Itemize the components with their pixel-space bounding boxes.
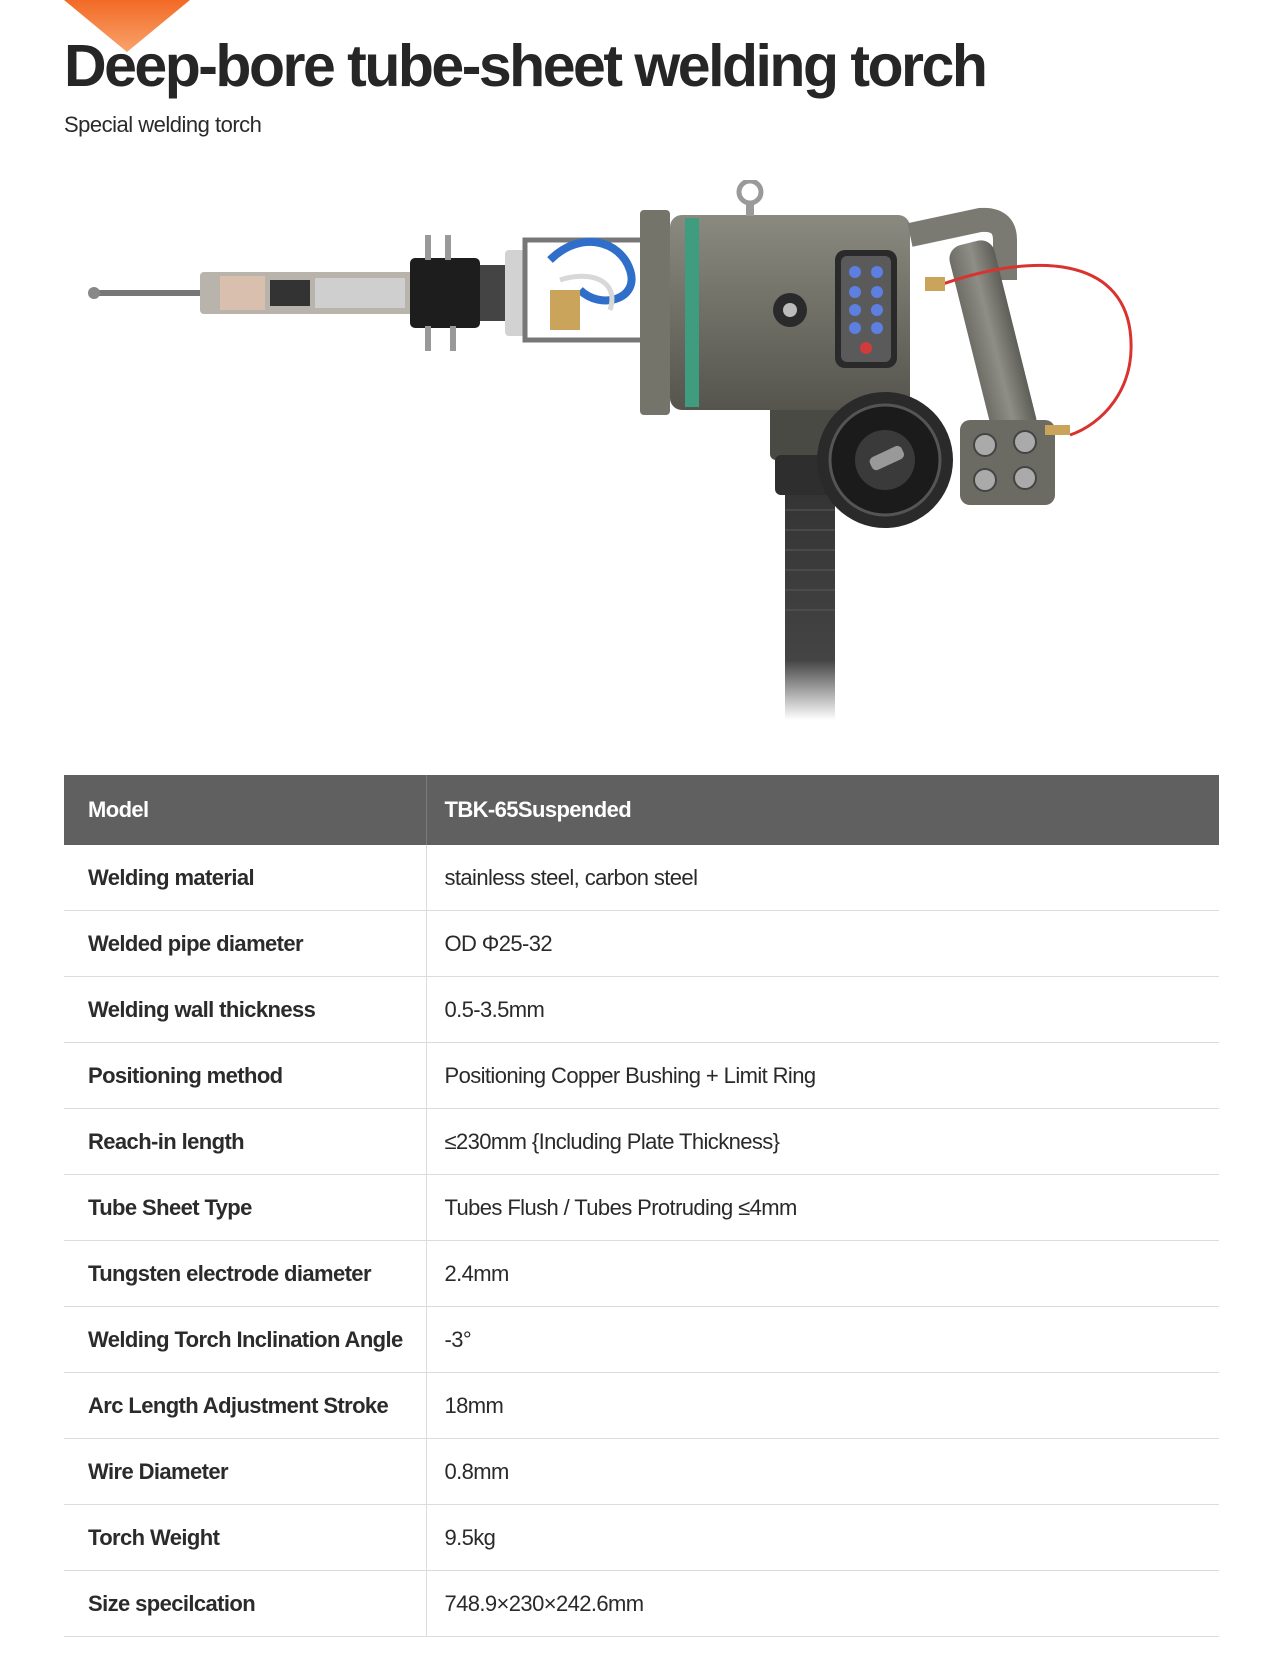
spec-value: Positioning Copper Bushing + Limit Ring [426, 1043, 1219, 1109]
spec-value: Tubes Flush / Tubes Protruding ≤4mm [426, 1175, 1219, 1241]
spec-header-value: TBK-65Suspended [426, 775, 1219, 845]
spec-table [64, 775, 1219, 1637]
table-row [64, 977, 1219, 1043]
table-row [64, 1307, 1219, 1373]
spec-value: 2.4mm [426, 1241, 1219, 1307]
page-title: Deep-bore tube-sheet welding torch [64, 33, 986, 99]
page-subtitle: Special welding torch [64, 112, 262, 137]
spec-header-label: Model [64, 775, 426, 845]
spec-label: Welded pipe diameter [64, 911, 426, 977]
spec-value: 0.8mm [426, 1439, 1219, 1505]
spec-value: 748.9×230×242.6mm [426, 1571, 1219, 1637]
table-row [64, 1571, 1219, 1637]
spec-value: 18mm [426, 1373, 1219, 1439]
spec-value: 9.5kg [426, 1505, 1219, 1571]
table-row [64, 1241, 1219, 1307]
table-row [64, 1175, 1219, 1241]
table-row [64, 1505, 1219, 1571]
spec-label: Welding Torch Inclination Angle [64, 1307, 426, 1373]
table-row [64, 911, 1219, 977]
spec-label: Torch Weight [64, 1505, 426, 1571]
spec-value: OD Φ25-32 [426, 911, 1219, 977]
welding-torch-photo [80, 180, 1220, 720]
spec-label: Wire Diameter [64, 1439, 426, 1505]
table-row [64, 1373, 1219, 1439]
spec-label: Tungsten electrode diameter [64, 1241, 426, 1307]
spec-label: Reach-in length [64, 1109, 426, 1175]
spec-value: stainless steel, carbon steel [426, 845, 1219, 911]
spec-label: Tube Sheet Type [64, 1175, 426, 1241]
spec-value: 0.5-3.5mm [426, 977, 1219, 1043]
table-row [64, 1439, 1219, 1505]
spec-value: -3° [426, 1307, 1219, 1373]
spec-label: Welding material [64, 845, 426, 911]
spec-label: Welding wall thickness [64, 977, 426, 1043]
table-row [64, 845, 1219, 911]
spec-label: Size specilcation [64, 1571, 426, 1637]
spec-value: ≤230mm {Including Plate Thickness} [426, 1109, 1219, 1175]
spec-label: Positioning method [64, 1043, 426, 1109]
spec-header-row [64, 775, 1219, 845]
table-row [64, 1109, 1219, 1175]
spec-label: Arc Length Adjustment Stroke [64, 1373, 426, 1439]
table-row [64, 1043, 1219, 1109]
